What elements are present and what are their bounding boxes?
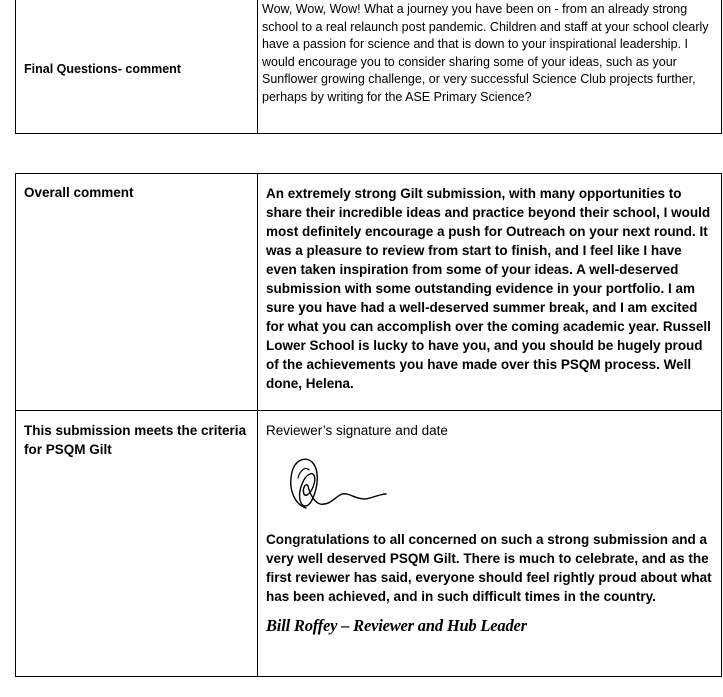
congratulations-text: Congratulations to all concerned on such a strong submission and a very well deserved PSQM Gilt. There is much to celebrate, and as the first reviewer has said, everyone should feel rightly proud about what has been achieved, and in such difficult times in the country. xyxy=(266,532,712,604)
overall-comment-text: An extremely strong Gilt submission, with many opportunities to share their incredible ideas and practice beyond their school, I would most definitely encourage a push for Outreach on your next round. It was a pleasure to review from start to finish, and I feel like I have even taken inspiration from some of your ideas. A well-deserved submission with some outstanding evidence in your portfolio. I am sure you have had a well-deserved summer break, and I am excited for what you can accomplish over the coming academic year. Russell Lower School is lucky to have you, and you should be hugely proud of the achievements you have made over this PSQM process. Well done, Helena. xyxy=(266,186,711,391)
reviewer-signature-image xyxy=(278,448,388,516)
signature-cell xyxy=(258,411,722,677)
final-questions-comment-cell xyxy=(258,0,722,134)
final-questions-label-cell xyxy=(16,0,258,134)
reviewer-signoff: Bill Roffey – Reviewer and Hub Leader xyxy=(266,616,527,635)
table-row xyxy=(16,0,722,134)
criteria-label: This submission meets the criteria for PSQM Gilt xyxy=(24,423,247,457)
final-questions-table xyxy=(15,0,722,134)
final-questions-label: Final Questions- comment xyxy=(24,62,181,77)
overall-comment-table xyxy=(15,173,722,677)
overall-comment-label-cell xyxy=(16,174,258,411)
overall-comment-text-cell xyxy=(258,174,722,411)
overall-comment-label: Overall comment xyxy=(24,185,134,200)
final-questions-comment: Wow, Wow, Wow! What a journey you have been on - from an already strong school to a real relaunch post pandemic. Children and staff at your school clearly have a passion for science and that is down to your inspirational leadership. I would encourage you to consider sharing some of your ideas, such as your Sunflower growing challenge, or very successful Science Club projects further, perhaps by writing for the ASE Primary Science? xyxy=(262,2,709,104)
table-row xyxy=(16,411,722,677)
table-row xyxy=(16,174,722,411)
criteria-label-cell xyxy=(16,411,258,677)
signature-label: Reviewer’s signature and date xyxy=(266,423,448,438)
